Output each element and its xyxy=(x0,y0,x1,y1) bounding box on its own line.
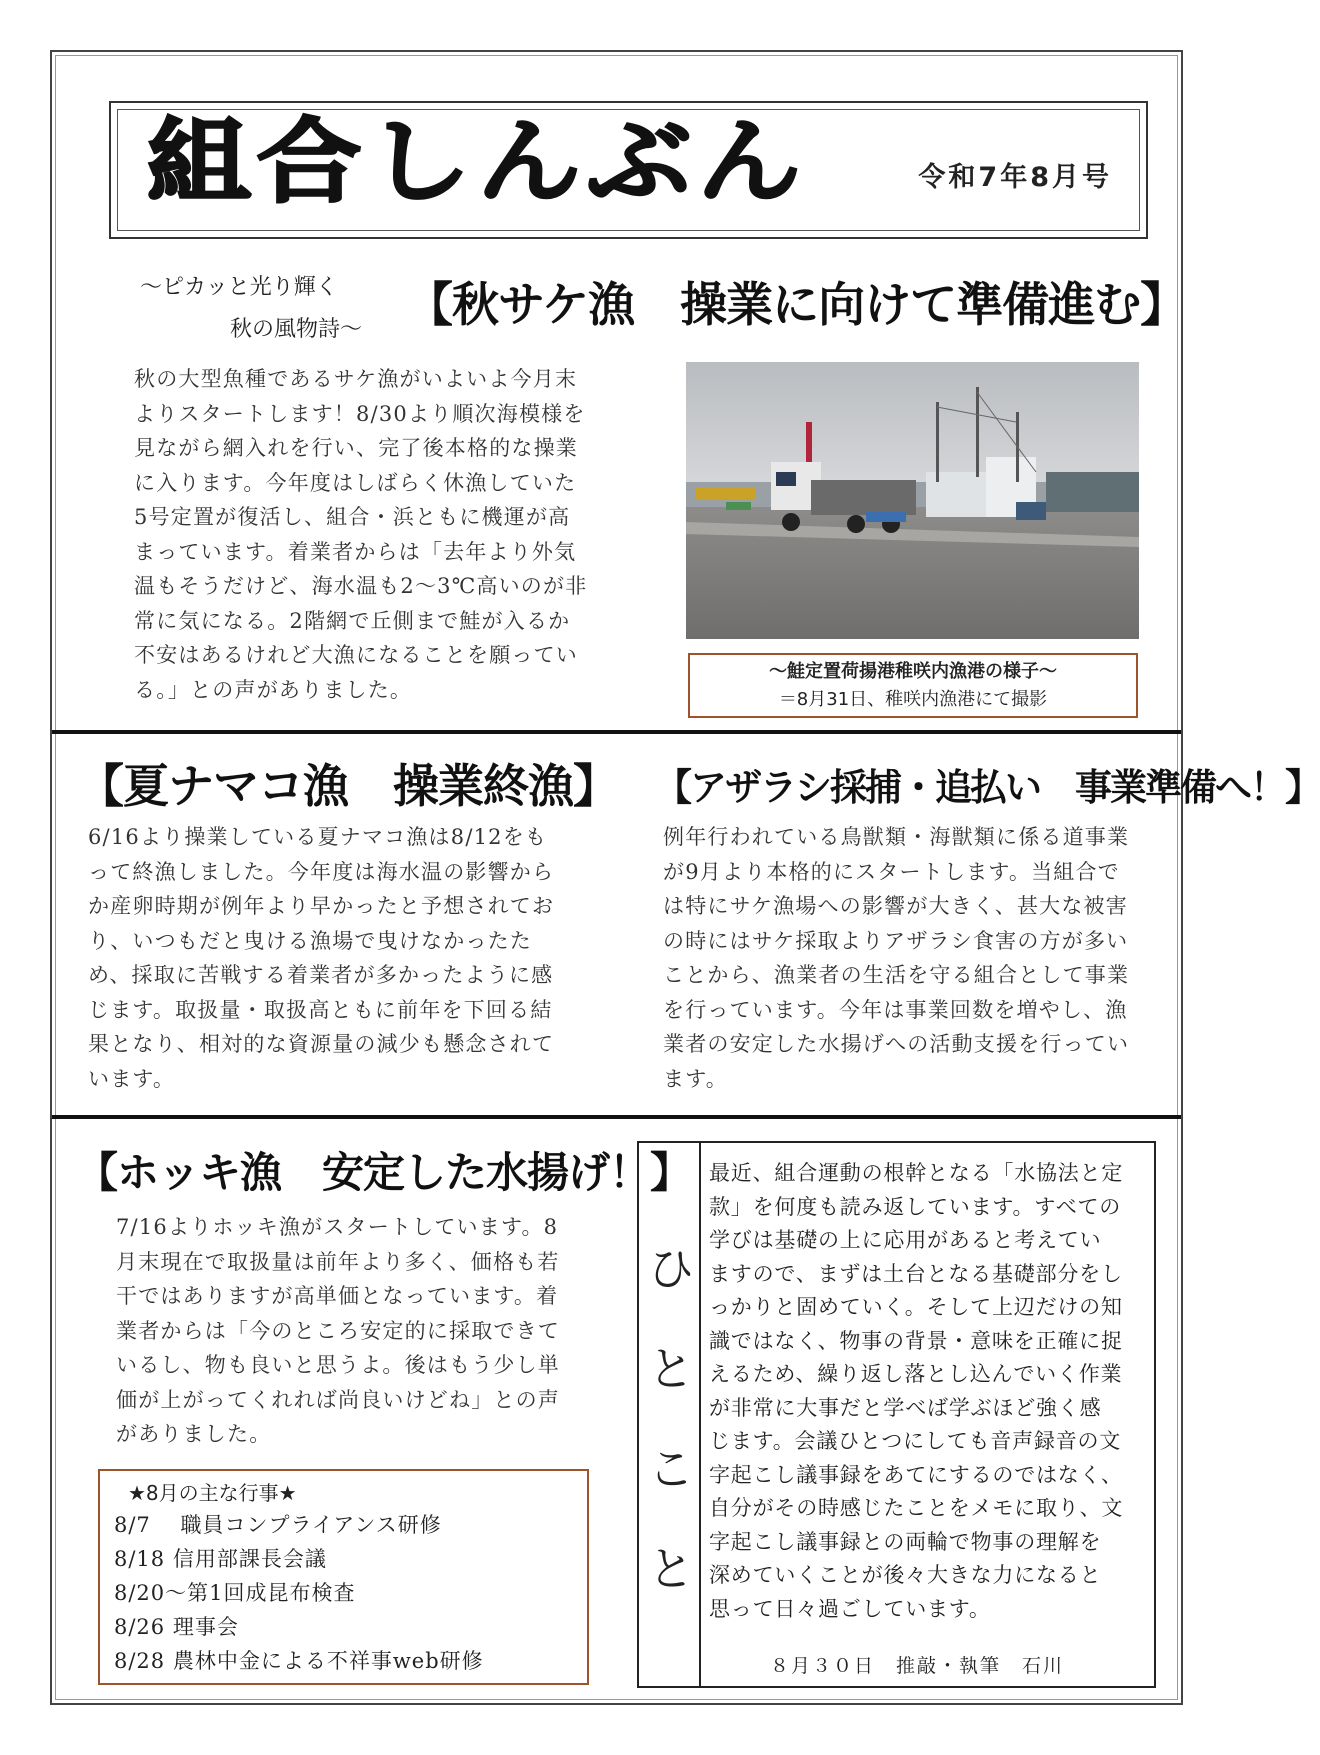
article-line: いるし、物も良いと思うよ。後はもう少し単 xyxy=(116,1353,560,1377)
hitokoto-label-char: ひ xyxy=(648,1242,694,1296)
article-line: は特にサケ漁場への影響が大きく、甚大な被害 xyxy=(663,894,1128,918)
hitokoto-line: 字起こし議事録をあてにするのではなく、 xyxy=(709,1462,1123,1487)
article-line: じます。取扱量・取扱高ともに前年を下回る結 xyxy=(88,997,553,1022)
article-line: います。 xyxy=(88,1066,176,1091)
article-line: がありました。 xyxy=(116,1422,272,1446)
event-item: 8/28 農林中金による不祥事web研修 xyxy=(114,1649,484,1673)
article-line: 例年行われている鳥獣類・海獣類に係る道事業 xyxy=(663,825,1130,849)
salmon-subtitle-line2: 秋の風物詩～ xyxy=(230,317,363,342)
hitokoto-line: っかりと固めていく。そして上辺だけの知 xyxy=(709,1295,1123,1319)
article-line: の時にはサケ採取よりアザラシ食害の方が多い xyxy=(663,928,1129,953)
photo-caption xyxy=(688,653,1138,718)
hitokoto-line: じます。会議ひとつにしても音声録音の文 xyxy=(709,1429,1122,1453)
article-line: め、採取に苦戦する着業者が多かったように感 xyxy=(88,963,554,987)
article-line: か産卵時期が例年より早かったと予想されてお xyxy=(88,894,555,918)
monthly-events-box xyxy=(98,1469,589,1685)
caption-detail: ＝8月31日、稚咲内漁港にて撮影 xyxy=(778,689,1048,710)
event-item: 8/26 理事会 xyxy=(114,1615,239,1639)
hitokoto-line: 思って日々過ごしています。 xyxy=(709,1596,991,1621)
hitokoto-line: 款」を何度も読み返しています。すべての xyxy=(709,1194,1122,1219)
harbor-photo-illustration xyxy=(686,362,1139,639)
section-divider xyxy=(52,730,1181,734)
hitokoto-label-char: と xyxy=(648,1342,694,1396)
hokki-headline: 【ホッキ漁 安定した水揚げ！】 xyxy=(76,1148,692,1197)
namako-article xyxy=(88,820,554,1096)
article-line: を行っています。今年は事業回数を増やし、漁 xyxy=(663,997,1128,1022)
article-line: 果となり、相対的な資源量の減少も懸念されて xyxy=(88,1032,555,1056)
article-line: り、いつもだと曳ける漁場で曳けなかったた xyxy=(88,928,532,953)
article-line: 7/16よりホッキ漁がスタートしています。8 xyxy=(116,1215,559,1239)
hokki-article xyxy=(116,1210,560,1452)
article-line: 見ながら網入れを行い、完了後本格的な操業 xyxy=(134,436,578,460)
hitokoto-line: 学びは基礎の上に応用があると考えてい xyxy=(709,1228,1102,1252)
events-heading: ★8月の主な行事★ xyxy=(128,1481,297,1505)
salmon-subtitle-line1: ～ピカッと光り輝く xyxy=(140,275,338,300)
article-line: が9月より本格的にスタートします。当組合で xyxy=(663,859,1120,884)
hitokoto-signature: ８月３０日 推敲・執筆 石川 xyxy=(770,1655,1065,1677)
hitokoto-line: が非常に大事だと学べば学ぶほど強く感 xyxy=(709,1395,1102,1420)
harbor-photo xyxy=(686,362,1139,639)
article-line: 秋の大型魚種であるサケ漁がいよいよ今月末 xyxy=(134,367,578,391)
article-line: 価が上がってくれれば尚良いけどね」との声 xyxy=(116,1387,560,1412)
article-line: ことから、漁業者の生活を守る組合として事業 xyxy=(663,963,1130,987)
article-line: まっています。着業者からは「去年より外気 xyxy=(134,539,577,564)
article-line: る。」との声がありました。 xyxy=(134,677,413,702)
article-line: 月末現在で取扱量は前年より多く、価格も若 xyxy=(116,1249,560,1274)
hitokoto-column xyxy=(637,1141,1156,1688)
hitokoto-label-char: こ xyxy=(648,1442,694,1496)
article-line: よりスタートします！8/30より順次海模様を xyxy=(134,401,586,426)
article-line: に入ります。今年度はしばらく休漁していた xyxy=(134,470,577,495)
hitokoto-line: 深めていくことが後々大きな力になると xyxy=(709,1563,1102,1587)
event-item: 8/7 職員コンプライアンス研修 xyxy=(114,1513,442,1537)
azarashi-article xyxy=(663,820,1129,1096)
event-item: 8/20～第1回成昆布検査 xyxy=(114,1581,356,1605)
hitokoto-line: 最近、組合運動の根幹となる「水協法と定 xyxy=(709,1161,1124,1185)
event-item: 8/18 信用部課長会議 xyxy=(114,1547,327,1571)
article-line: 常に気になる。2階網で丘側まで鮭が入るか xyxy=(134,608,571,633)
section-divider xyxy=(52,1115,1181,1119)
article-line: 5号定置が復活し、組合・浜ともに機運が高 xyxy=(134,505,571,529)
hitokoto-line: 自分がその時感じたことをメモに取り、文 xyxy=(709,1496,1124,1520)
hitokoto-line: 識ではなく、物事の背景・意味を正確に捉 xyxy=(709,1328,1123,1353)
hitokoto-text xyxy=(709,1157,1123,1626)
hitokoto-label-char: と xyxy=(648,1542,694,1596)
article-line: 不安はあるけれど大漁になることを願ってい xyxy=(134,643,578,667)
salmon-headline: 【秋サケ漁 操業に向けて準備進む】 xyxy=(406,278,1187,333)
issue-date: 令和7年8月号 xyxy=(918,162,1112,193)
newspaper-title: 組合しんぶん xyxy=(147,108,808,216)
article-line: 干ではありますが高単価となっています。着 xyxy=(116,1284,559,1308)
article-line: ます。 xyxy=(663,1066,728,1091)
article-line: 温もそうだけど、海水温も2～3℃高いのが非 xyxy=(134,574,588,598)
article-line: 業者からは「今のところ安定的に採取できて xyxy=(116,1318,560,1343)
caption-title: ～鮭定置荷揚港稚咲内漁港の様子～ xyxy=(769,661,1057,682)
azarashi-headline: 【アザラシ採捕・追払い 事業準備へ！】 xyxy=(655,766,1320,809)
hitokoto-label xyxy=(639,1143,701,1686)
article-line: って終漁しました。今年度は海水温の影響から xyxy=(88,859,555,884)
salmon-article xyxy=(134,362,587,707)
hitokoto-line: ますので、まずは土台となる基礎部分をし xyxy=(709,1261,1123,1286)
namako-headline: 【夏ナマコ漁 操業終漁】 xyxy=(78,759,618,813)
article-line: 6/16より操業している夏ナマコ漁は8/12をも xyxy=(88,825,548,849)
hitokoto-line: えるため、繰り返し落とし込んでいく作業 xyxy=(709,1362,1123,1386)
masthead xyxy=(109,101,1148,239)
article-line: 業者の安定した水揚げへの活動支援を行ってい xyxy=(663,1032,1130,1056)
hitokoto-line: 字起こし議事録との両輪で物事の理解を xyxy=(709,1529,1102,1554)
